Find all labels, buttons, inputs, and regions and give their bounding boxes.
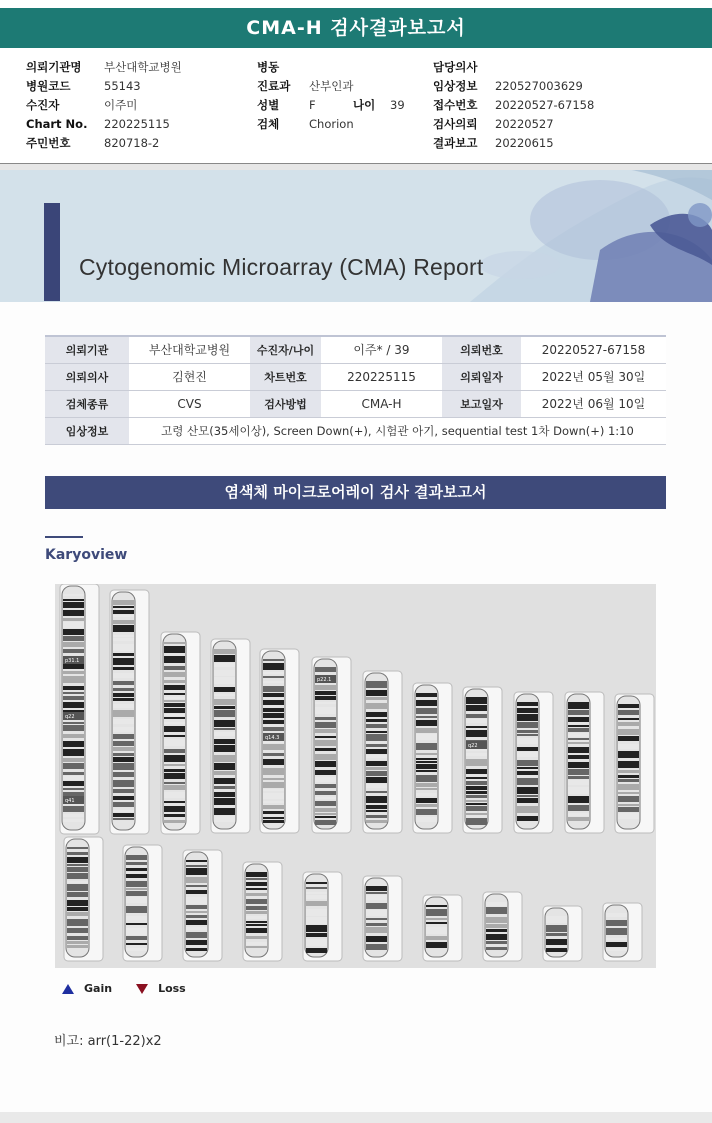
table-row — [45, 336, 666, 363]
report-title: Cytogenomic Microarray (CMA) Report — [79, 254, 484, 280]
karyoview-underline — [45, 536, 83, 538]
chromosome-ideogram — [123, 845, 162, 961]
table-value: 김현진 — [129, 363, 250, 390]
field-label: 주민번호 — [26, 136, 71, 150]
top-margin — [0, 0, 712, 8]
chromosome-ideogram — [565, 692, 604, 833]
table-value: CVS — [129, 390, 250, 417]
legend-gain-label: Gain — [84, 982, 113, 995]
table-key: 의뢰의사 — [45, 363, 129, 390]
table-key: 임상정보 — [45, 417, 129, 444]
banner-decoration — [0, 170, 712, 302]
field-value: 산부인과 — [309, 79, 354, 93]
karyogram — [55, 584, 656, 968]
field-value: 220225115 — [104, 117, 170, 131]
table-value: 220225115 — [321, 363, 442, 390]
banner-accent-bar — [44, 203, 60, 301]
table-row — [45, 417, 666, 444]
patient-info-panel — [0, 48, 712, 164]
gain-triangle-icon — [62, 984, 74, 994]
chromosome-ideogram — [543, 906, 582, 961]
table-value: 20220527-67158 — [521, 336, 666, 363]
field-label: 병동 — [257, 60, 280, 74]
field-label: 진료과 — [257, 79, 291, 93]
bottom-margin — [0, 1112, 712, 1123]
field-label: 담당의사 — [433, 60, 478, 74]
field-value: F — [309, 98, 316, 112]
report-page — [0, 170, 712, 1112]
field-value: 이주미 — [104, 98, 138, 112]
chromosome-ideogram — [514, 692, 553, 833]
field-label: 검사의뢰 — [433, 117, 478, 131]
chromosome-ideogram — [363, 876, 402, 961]
band-label: p22.1 — [317, 677, 332, 683]
karyoview-panel — [55, 584, 656, 968]
field-label: 성별 — [257, 98, 280, 112]
karyoview-title: Karyoview — [45, 547, 128, 563]
chromosome-ideogram — [64, 837, 103, 961]
field-value: 220527003629 — [495, 79, 583, 93]
field-label: 접수번호 — [433, 98, 478, 112]
chromosome-ideogram — [183, 850, 222, 961]
chromosome-ideogram — [423, 895, 462, 961]
field-value: 820718-2 — [104, 136, 160, 150]
field-label: 의뢰기관명 — [26, 60, 82, 74]
chromosome-ideogram — [110, 590, 149, 834]
karyoview-legend — [62, 982, 186, 995]
report-header-title: CMA-H 검사결과보고서 — [0, 8, 712, 48]
chromosome-ideogram — [303, 872, 342, 961]
band-label: p31.1 — [65, 658, 80, 664]
section-title-bar: 염색체 마이크로어레이 검사 결과보고서 — [45, 476, 666, 509]
chromosome-ideogram — [243, 862, 282, 961]
request-info-table — [45, 335, 666, 445]
table-key: 검체종류 — [45, 390, 129, 417]
chromosome-ideogram — [483, 892, 522, 961]
chromosome-ideogram — [463, 687, 502, 833]
patient-info-col2 — [257, 58, 405, 134]
band-label: q14.3 — [265, 735, 280, 741]
field-value: 20220527-67158 — [495, 98, 595, 112]
remarks-note: 비고: arr(1-22)x2 — [54, 1034, 162, 1049]
report-banner — [0, 170, 712, 302]
band-label: q22 — [468, 743, 478, 749]
table-value: 2022년 06월 10일 — [521, 390, 666, 417]
age-value: 39 — [390, 98, 405, 112]
table-key: 의뢰일자 — [442, 363, 521, 390]
legend-loss-label: Loss — [158, 982, 186, 995]
field-label: 병원코드 — [26, 79, 71, 93]
field-label: Chart No. — [26, 117, 88, 131]
patient-info-col3 — [433, 58, 594, 153]
table-key: 검사방법 — [250, 390, 321, 417]
table-value: 2022년 05월 30일 — [521, 363, 666, 390]
field-value: 55143 — [104, 79, 141, 93]
chromosome-ideogram — [615, 694, 654, 833]
table-value: 이주* / 39 — [321, 336, 442, 363]
table-key: 의뢰번호 — [442, 336, 521, 363]
chromosome-ideogram — [363, 671, 402, 833]
field-value: Chorion — [309, 117, 354, 131]
band-label: q41 — [65, 798, 75, 804]
chromosome-ideogram — [211, 639, 250, 833]
field-value: 20220527 — [495, 117, 554, 131]
chromosome-ideogram — [161, 632, 200, 834]
table-row — [45, 363, 666, 390]
chromosome-ideogram — [413, 683, 452, 833]
loss-triangle-icon — [136, 984, 148, 994]
field-label: 결과보고 — [433, 136, 478, 150]
patient-info-col1 — [26, 58, 182, 153]
field-value: 20220615 — [495, 136, 554, 150]
table-key: 수진자/나이 — [250, 336, 321, 363]
chromosome-ideogram — [312, 657, 351, 833]
table-value: CMA-H — [321, 390, 442, 417]
table-row — [45, 390, 666, 417]
table-key: 차트번호 — [250, 363, 321, 390]
age-label: 나이 — [353, 98, 376, 112]
table-key: 보고일자 — [442, 390, 521, 417]
field-label: 임상정보 — [433, 79, 478, 93]
clinical-info-value: 고령 산모(35세이상), Screen Down(+), 시험관 아기, sequential test 1차 Down(+) 1:10 — [129, 417, 666, 444]
chromosome-ideogram — [603, 903, 642, 961]
field-value: 부산대학교병원 — [104, 60, 182, 74]
band-label: q22 — [65, 714, 75, 720]
field-label: 검체 — [257, 117, 280, 131]
table-key: 의뢰기관 — [45, 336, 129, 363]
table-value: 부산대학교병원 — [129, 336, 250, 363]
field-label: 수진자 — [26, 98, 60, 112]
